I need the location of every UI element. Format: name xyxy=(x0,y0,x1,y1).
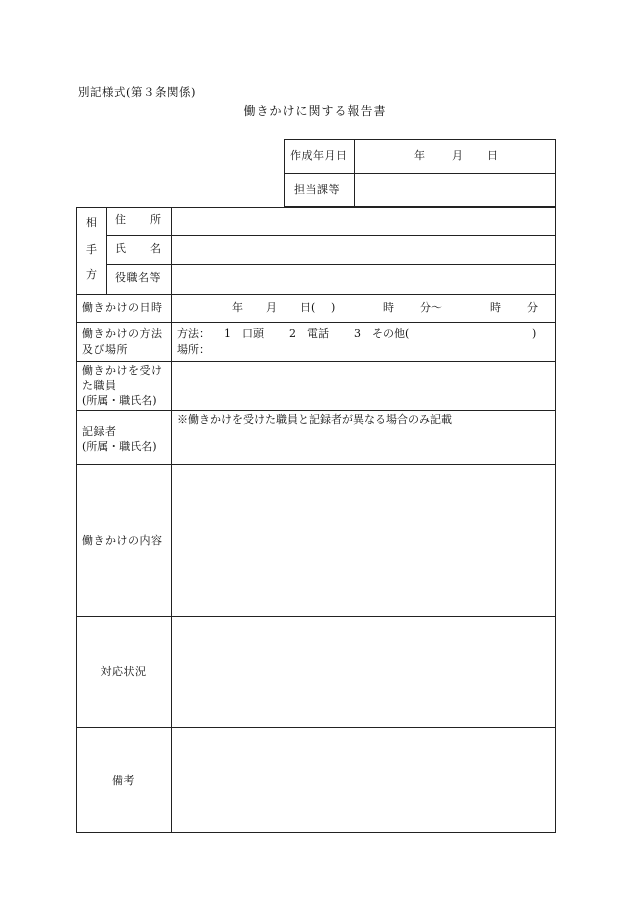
method-field-label: 方法： xyxy=(177,327,210,340)
page-title: 働きかけに関する報告書 xyxy=(243,104,387,118)
staff-bottom-divider xyxy=(76,410,556,411)
method-option3-num: 3 xyxy=(354,327,361,340)
form-style-label: 別記様式(第３条関係) xyxy=(78,85,196,99)
counterparty-char-3: 方 xyxy=(86,268,97,281)
address-label-part2: 所 xyxy=(150,213,161,226)
recorder-label-line1: 記録者 xyxy=(82,425,117,438)
created-date-month: 月 xyxy=(452,149,463,162)
datetime-minute-start: 分～ xyxy=(420,301,442,314)
datetime-bottom-divider xyxy=(76,322,556,323)
recorder-label-line2: (所属・職氏名) xyxy=(82,440,157,453)
method-bottom-divider xyxy=(76,361,556,362)
counterparty-side-divider xyxy=(106,207,107,294)
department-label: 担当課等 xyxy=(294,183,340,196)
name-label-part1: 氏 xyxy=(115,242,126,255)
method-option3-close: ) xyxy=(532,327,537,340)
method-option1-text: 口頭 xyxy=(242,327,264,340)
method-label-line2: 及び場所 xyxy=(82,343,128,356)
datetime-minute-end: 分 xyxy=(527,301,538,314)
address-row-divider xyxy=(106,235,556,236)
recorder-bottom-divider xyxy=(76,464,556,465)
created-date-day: 日 xyxy=(487,149,498,162)
name-row-divider xyxy=(106,264,556,265)
counterparty-char-2: 手 xyxy=(86,243,97,256)
header-info-row-divider xyxy=(284,173,556,174)
counterparty-char-1: 相 xyxy=(86,216,97,229)
response-bottom-divider xyxy=(76,727,556,728)
label-column-divider xyxy=(171,207,172,833)
datetime-hour-end: 時 xyxy=(490,301,501,314)
counterparty-bottom-divider xyxy=(76,294,556,295)
datetime-month: 月 xyxy=(266,301,277,314)
datetime-label: 働きかけの日時 xyxy=(82,301,163,314)
created-date-year: 年 xyxy=(414,149,425,162)
method-option3-text: その他( xyxy=(372,327,410,340)
position-label: 役職名等 xyxy=(115,271,161,284)
recorder-note: ※働きかけを受けた職員と記録者が異なる場合のみ記載 xyxy=(177,413,452,426)
method-option1-num: 1 xyxy=(224,327,231,340)
method-option2-num: 2 xyxy=(289,327,296,340)
header-info-col-divider xyxy=(354,139,355,207)
content-label: 働きかけの内容 xyxy=(82,534,163,547)
datetime-hour-start: 時 xyxy=(383,301,394,314)
created-date-label: 作成年月日 xyxy=(290,149,348,162)
datetime-paren-close: ) xyxy=(331,301,336,314)
datetime-year: 年 xyxy=(232,301,243,314)
address-label-part1: 住 xyxy=(115,213,126,226)
response-label: 対応状況 xyxy=(100,665,147,678)
method-label-line1: 働きかけの方法 xyxy=(82,327,163,340)
staff-label-line2: た職員 xyxy=(82,379,117,392)
datetime-day: 日( xyxy=(300,301,316,314)
name-label-part2: 名 xyxy=(150,242,161,255)
content-bottom-divider xyxy=(76,616,556,617)
remarks-label: 備考 xyxy=(112,774,135,787)
staff-label-line3: (所属・職氏名) xyxy=(82,394,157,407)
staff-label-line1: 働きかけを受け xyxy=(82,364,163,377)
place-field-label: 場所： xyxy=(177,343,210,356)
method-option2-text: 電話 xyxy=(307,327,329,340)
